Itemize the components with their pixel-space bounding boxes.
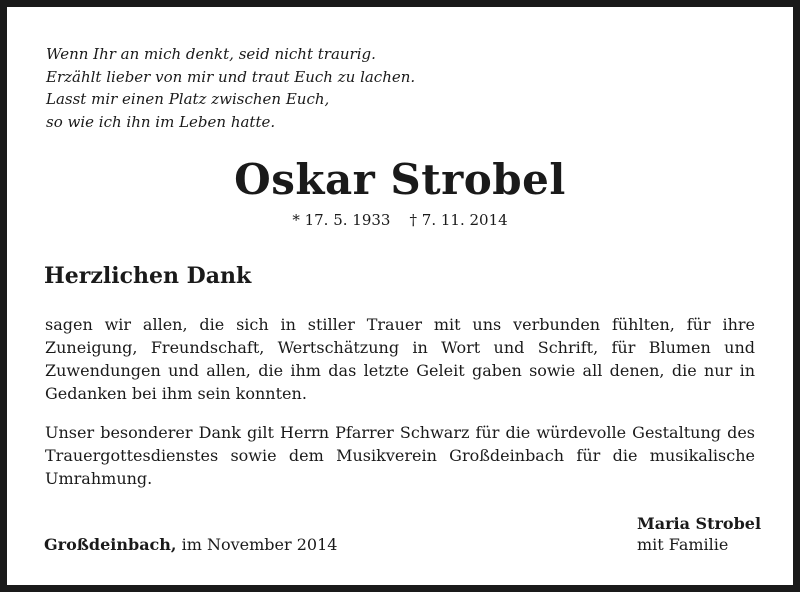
notice-date: im November 2014 xyxy=(176,535,338,554)
life-dates: * 17. 5. 1933 † 7. 11. 2014 xyxy=(292,211,508,229)
place-name: Großdeinbach, xyxy=(44,535,177,554)
poem-line: so wie ich ihn im Leben hatte. xyxy=(46,112,276,131)
poem-line: Lasst mir einen Platz zwischen Euch, xyxy=(46,90,330,108)
special-thanks-paragraph: Unser besonderer Dank gilt Herrn Pfarrer Schwarz für die würdevolle Gestaltung des Trauergottesdienstes sowie dem Musikverein Großdeinbach für die musikalische Umrahmung. xyxy=(45,423,755,488)
thanks-heading: Herzlichen Dank xyxy=(44,263,252,289)
poem-line: Wenn Ihr an mich denkt, seid nicht traurig. xyxy=(46,45,376,63)
signature-name: Maria Strobel xyxy=(637,514,762,533)
poem-line: Erzählt lieber von mir und traut Euch zu lachen. xyxy=(46,67,416,86)
thanks-paragraph: sagen wir allen, die sich in stiller Trauer mit uns verbunden fühlten, für ihre Zuneigung, Freundschaft, Wertschätzung in Wort und Schrift, für Blumen und Zuwendungen und allen, die ihm das letzte Geleit gaben sowie all denen, die nur in Gedanken bei ihm sein konnten. xyxy=(45,315,755,403)
signature-block xyxy=(637,513,761,555)
place-date xyxy=(44,535,337,554)
deceased-name: Oskar Strobel xyxy=(234,155,566,204)
memorial-poem xyxy=(46,43,415,133)
signature-suffix: mit Familie xyxy=(637,535,729,554)
